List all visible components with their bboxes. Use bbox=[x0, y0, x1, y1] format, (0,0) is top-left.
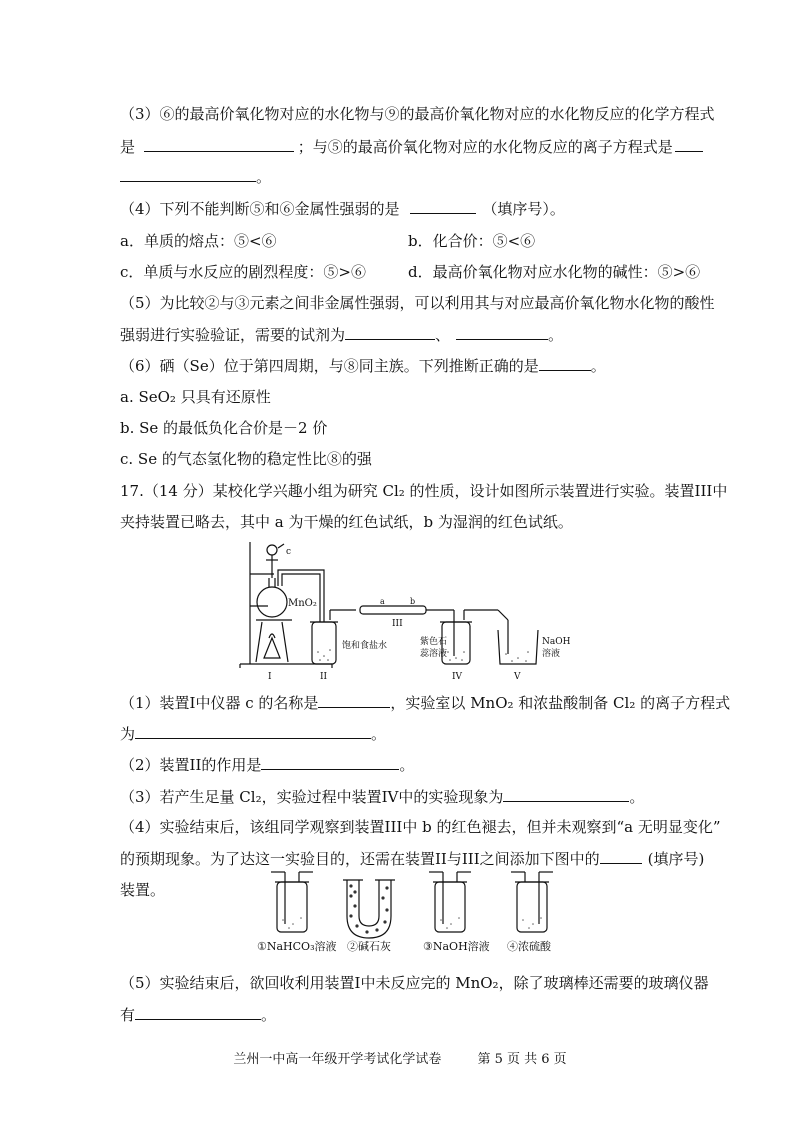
label-a: a bbox=[380, 597, 385, 606]
label-IV: IV bbox=[452, 672, 463, 682]
option-1-label: ①NaHCO₃溶液 bbox=[257, 940, 337, 953]
label-litmus-2: 蕊溶液 bbox=[420, 649, 448, 659]
label-c: c bbox=[286, 547, 292, 557]
q17-s1-line2: 为 。 bbox=[120, 725, 387, 743]
q17-s4-line2: 的预期现象。为了达这一实验目的，还需在装置II与III之间添加下图中的 (填序号) bbox=[120, 850, 705, 868]
answer-blank[interactable] bbox=[410, 198, 476, 214]
option-2-label: ②碱石灰 bbox=[347, 940, 391, 953]
q17-s5-line1: （5）实验结束后，欲回收利用装置I中未反应完的 MnO₂，除了玻璃棒还需要的玻璃仪器 bbox=[120, 974, 709, 992]
q6-option-a: a. SeO₂ 只具有还原性 bbox=[120, 388, 271, 406]
q17-s4-line3: 装置。 bbox=[120, 881, 166, 899]
q6-stem: （6）硒（Se）位于第四周期，与⑧同主族。下列推断正确的是 。 bbox=[120, 357, 606, 375]
label-mno2: MnO₂ bbox=[288, 598, 317, 609]
label-V: V bbox=[514, 672, 521, 682]
label-b: b bbox=[410, 597, 416, 606]
footer-title: 兰州一中高一年级开学考试化学试卷 bbox=[233, 1052, 442, 1067]
q5-line1: （5）为比较②与③元素之间非金属性强弱，可以利用其与对应最高价氧化物水化物的酸性 bbox=[120, 294, 715, 312]
answer-blank[interactable] bbox=[318, 692, 390, 708]
answer-blank[interactable] bbox=[144, 136, 294, 152]
label-litmus-1: 紫色石 bbox=[420, 637, 448, 647]
q17-line2: 夹持装置已略去，其中 a 为干燥的红色试纸，b 为湿润的红色试纸。 bbox=[120, 513, 573, 531]
label-brine: 饱和食盐水 bbox=[342, 641, 388, 651]
options-diagram bbox=[255, 866, 595, 954]
answer-blank[interactable] bbox=[503, 786, 629, 802]
q17-s1-line1: （1）装置I中仪器 c 的名称是 ，实验室以 MnO₂ 和浓盐酸制备 Cl₂ 的离子方程式 bbox=[120, 694, 731, 712]
answer-blank[interactable] bbox=[135, 1004, 261, 1020]
answer-blank[interactable] bbox=[345, 324, 435, 340]
q6-option-b: b. Se 的最低负化合价是－2 价 bbox=[120, 419, 328, 437]
answer-blank[interactable] bbox=[456, 324, 548, 340]
label-I: I bbox=[268, 672, 272, 682]
q17-s2: （2）装置II的作用是 。 bbox=[120, 756, 415, 774]
answer-blank[interactable] bbox=[539, 355, 591, 371]
q3-line3: 。 bbox=[120, 166, 271, 187]
label-naoh-2: 溶液 bbox=[542, 649, 561, 659]
option-4-label: ④浓硫酸 bbox=[507, 940, 551, 953]
label-III: III bbox=[392, 619, 403, 629]
q17-s3: （3）若产生足量 Cl₂，实验过程中装置IV中的实验现象为 。 bbox=[120, 788, 645, 806]
footer-page-number: 第 5 页 共 6 页 bbox=[477, 1052, 567, 1067]
q4-stem: （4）下列不能判断⑤和⑥金属性强弱的是 （填序号）。 bbox=[120, 200, 565, 218]
q3-line2: 是 ；与⑤的最高价氧化物对应的水化物反应的离子方程式是 bbox=[120, 136, 703, 157]
option-3-label: ③NaOH溶液 bbox=[423, 940, 490, 953]
apparatus-diagram bbox=[236, 534, 576, 682]
answer-blank[interactable] bbox=[600, 848, 642, 864]
q5-line2: 强弱进行实验验证，需要的试剂为 、 。 bbox=[120, 326, 564, 344]
q17-s4-line1: （4）实验结束后，该组同学观察到装置III中 b 的红色褪去，但并未观察到“a 无明显变化” bbox=[120, 818, 721, 836]
q4-option-b: b．化合价：⑤<⑥ bbox=[408, 232, 536, 250]
label-II: II bbox=[320, 672, 328, 682]
answer-blank[interactable] bbox=[135, 723, 371, 739]
q4-option-c: c．单质与水反应的剧烈程度：⑤>⑥ bbox=[120, 263, 366, 281]
q4-option-a: a．单质的熔点：⑤<⑥ bbox=[120, 232, 277, 250]
label-naoh-1: NaOH bbox=[542, 637, 571, 647]
page-footer bbox=[0, 1048, 800, 1067]
answer-blank[interactable] bbox=[261, 754, 399, 770]
q17-s5-line2: 有 。 bbox=[120, 1006, 277, 1024]
q17-line1: 17.（14 分）某校化学兴趣小组为研究 Cl₂ 的性质，设计如图所示装置进行实验。装置III中 bbox=[120, 482, 728, 500]
answer-blank[interactable] bbox=[675, 136, 703, 152]
answer-blank[interactable] bbox=[120, 166, 256, 182]
q4-option-d: d．最高价氧化物对应水化物的碱性：⑤>⑥ bbox=[408, 263, 701, 281]
q3-line1: （3）⑥的最高价氧化物对应的水化物与⑨的最高价氧化物对应的水化物反应的化学方程式 bbox=[120, 105, 715, 123]
q6-option-c: c. Se 的气态氢化物的稳定性比⑧的强 bbox=[120, 450, 372, 468]
